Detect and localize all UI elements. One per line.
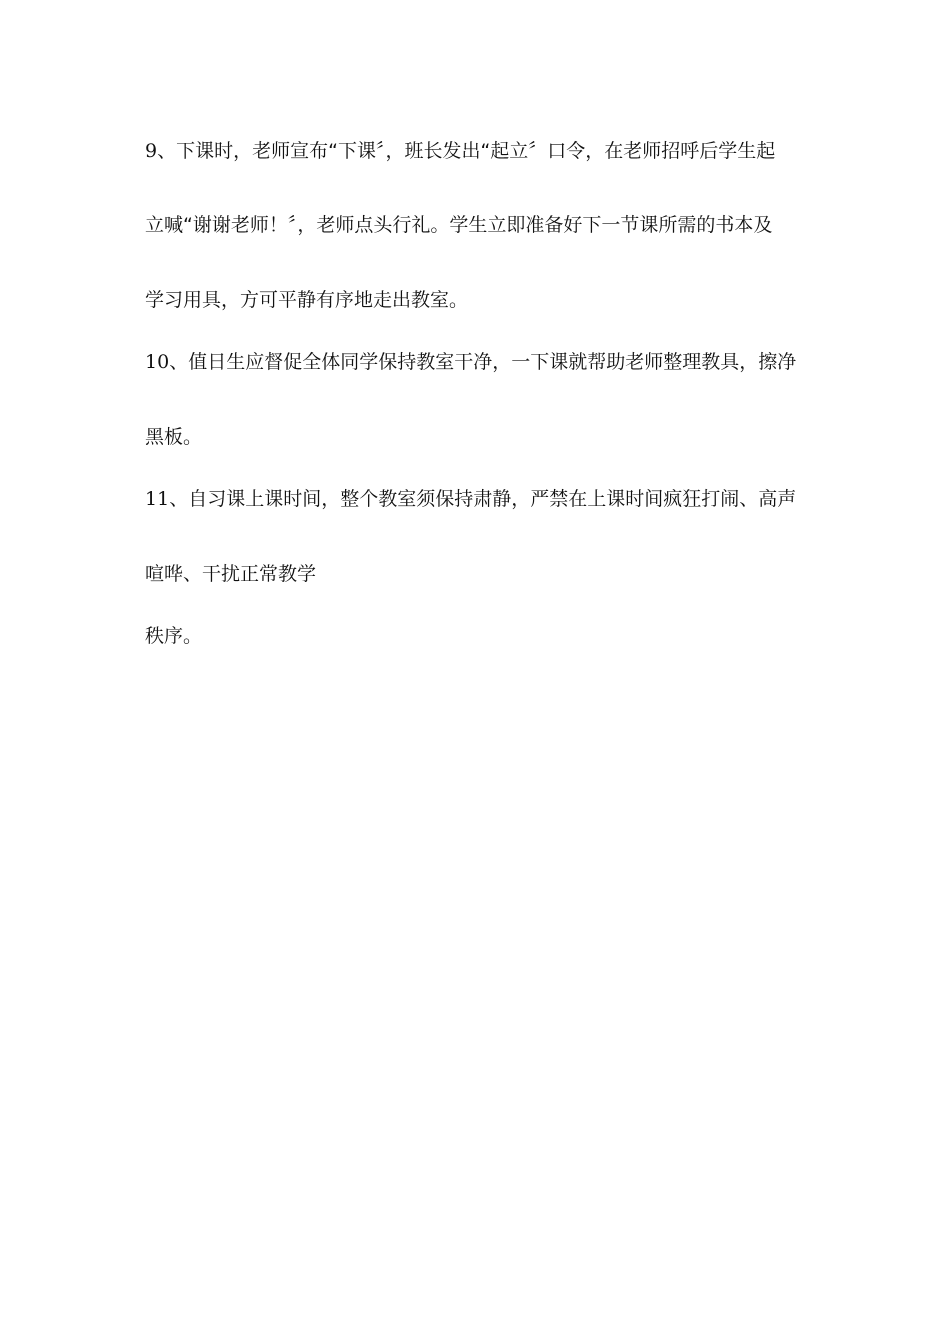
paragraph-10-line-1 [145,350,796,374]
paragraph-text: 、下课时，老师宣布“下课〞，班长发出“起立〞口令，在老师招呼后学生起 [157,140,776,162]
paragraph-text: 秩序。 [145,625,203,647]
paragraph-10-line-2 [145,425,202,449]
paragraph-9-line-1 [145,139,775,163]
item-number: 11 [145,488,170,510]
paragraph-text: 学习用具，方可平静有序地走出教室。 [145,289,469,311]
paragraph-11-line-3 [145,624,202,648]
paragraph-9-line-3 [145,288,468,312]
paragraph-text: 立喊“谢谢老师！〞，老师点头行礼。学生立即准备好下一节课所需的书本及 [145,214,773,236]
paragraph-text: 喧哗、干扰正常教学 [145,563,317,585]
paragraph-text: 、自习课上课时间，整个教室须保持肃静，严禁在上课时间疯狂打闹、高声 [169,488,797,510]
paragraph-text: 、值日生应督促全体同学保持教室干净，一下课就帮助老师整理教具，擦净 [169,351,797,373]
paragraph-text: 黑板。 [145,426,203,448]
item-number: 9 [145,140,158,162]
item-number: 10 [145,351,170,373]
paragraph-11-line-1 [145,487,796,511]
paragraph-11-line-2 [145,562,316,586]
paragraph-9-line-2 [145,213,772,237]
